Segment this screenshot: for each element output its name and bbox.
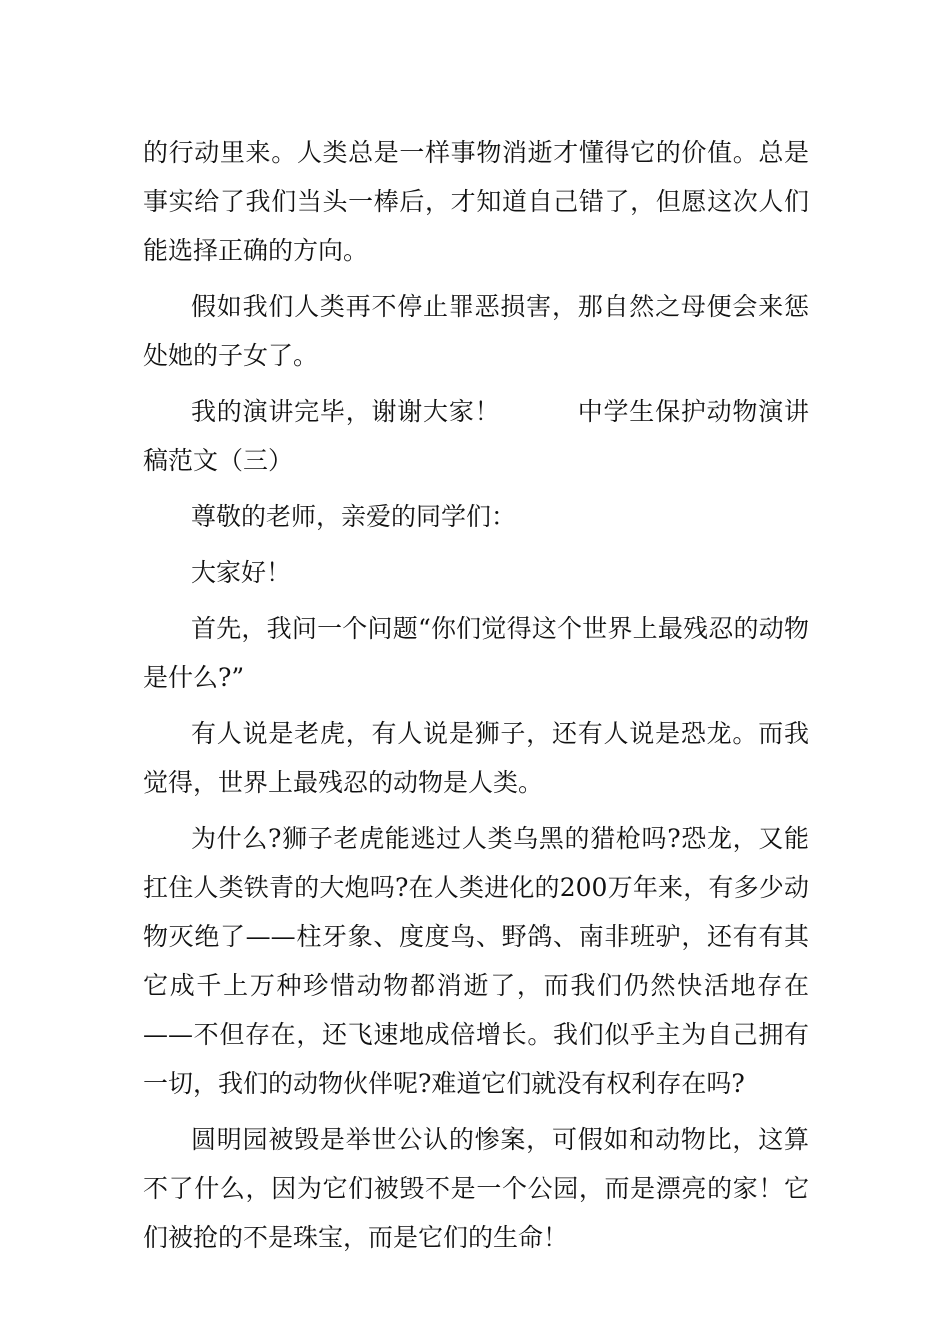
paragraph-8: 为什么?狮子老虎能逃过人类乌黑的猎枪吗?恐龙，又能扛住人类铁青的大炮吗?在人类进化的200万年来，有多少动物灭绝了——柱牙象、度度鸟、野鸽、南非班驴，还有有其它成千上万种珍惜动物都消逝了，而我们仍然快活地存在——不但存在，还飞速地成倍增长。我们似乎主为自己拥有一切，我们的动物伙伴呢?难道它们就没有权利存在吗? <box>143 824 809 1098</box>
paragraph-1: 的行动里来。人类总是一样事物消逝才懂得它的价值。总是事实给了我们当头一棒后，才知道自己错了，但愿这次人们能选择正确的方向。 <box>143 138 809 265</box>
paragraph-4: 尊敬的老师，亲爱的同学们： <box>191 502 517 531</box>
document-body <box>143 128 809 1269</box>
paragraph-5: 大家好！ <box>191 558 292 587</box>
paragraph-9: 圆明园被毁是举世公认的惨案，可假如和动物比，这算不了什么，因为它们被毁不是一个公园，而是漂亮的家！它们被抢的不是珠宝，而是它们的生命！ <box>143 1125 809 1252</box>
paragraph-3: 我的演讲完毕，谢谢大家！ 中学生保护动物演讲稿范文（三） <box>143 397 809 475</box>
paragraph-7: 有人说是老虎，有人说是狮子，还有人说是恐龙。而我觉得，世界上最残忍的动物是人类。 <box>143 719 809 797</box>
paragraph-6: 首先，我问一个问题“你们觉得这个世界上最残忍的动物是什么?” <box>143 614 809 692</box>
paragraph-2: 假如我们人类再不停止罪恶损害，那自然之母便会来惩处她的子女了。 <box>143 292 809 370</box>
